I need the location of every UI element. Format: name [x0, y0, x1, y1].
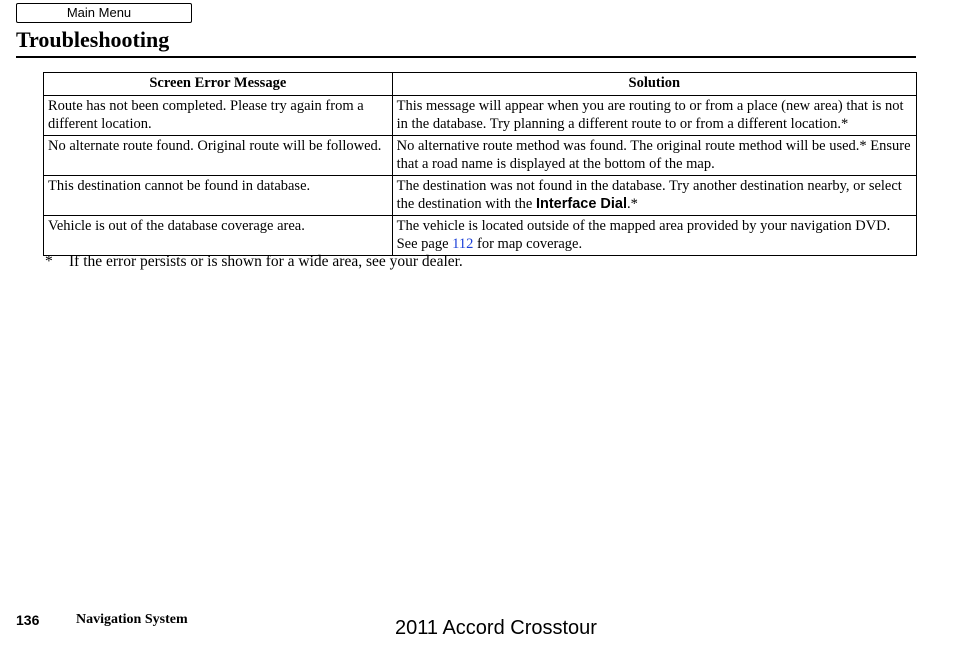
footnote-text: If the error persists or is shown for a wide area, see your dealer. — [69, 253, 463, 270]
main-menu-button[interactable]: Main Menu — [16, 3, 192, 23]
column-header-solution: Solution — [392, 73, 916, 96]
solution-text-end: .* — [627, 196, 638, 212]
section-name: Navigation System — [76, 612, 188, 627]
solution-text-end: for map coverage. — [477, 236, 583, 252]
table-row — [44, 216, 917, 256]
error-message-cell: No alternate route found. Original route will be followed. — [44, 136, 393, 176]
column-header-error-message: Screen Error Message — [44, 73, 393, 96]
error-message-cell: Vehicle is out of the database coverage area. — [44, 216, 393, 256]
table-row — [44, 136, 917, 176]
solution-cell — [392, 216, 916, 256]
solution-cell: No alternative route method was found. The original route method will be used.* Ensure that a road name is displayed at the bottom of the map. — [392, 136, 916, 176]
page-112-link[interactable]: 112 — [452, 236, 474, 252]
footnote — [45, 252, 463, 272]
solution-text: The vehicle is located outside of the mapped area provided by your navigation DVD. See page — [396, 218, 891, 252]
solution-cell: This message will appear when you are routing to or from a place (new area) that is not in the database. Try planning a different route to or from a different location.* — [392, 96, 916, 136]
table-row — [44, 96, 917, 136]
solution-cell — [392, 176, 916, 216]
interface-dial-term: Interface Dial — [535, 196, 628, 212]
table-header-row — [44, 73, 917, 96]
page-number: 136 — [16, 612, 40, 628]
footnote-mark: * — [45, 253, 53, 270]
table-row — [44, 176, 917, 216]
solution-text: The destination was not found in the database. Try another destination nearby, or select the destination with the — [396, 178, 902, 212]
title-divider — [16, 56, 916, 58]
error-message-table — [43, 72, 917, 256]
watermark-text: 2011 Accord Crosstour — [395, 617, 597, 639]
error-message-cell: Route has not been completed. Please try again from a different location. — [44, 96, 393, 136]
page-title: Troubleshooting — [16, 27, 170, 52]
error-message-cell: This destination cannot be found in database. — [44, 176, 393, 216]
